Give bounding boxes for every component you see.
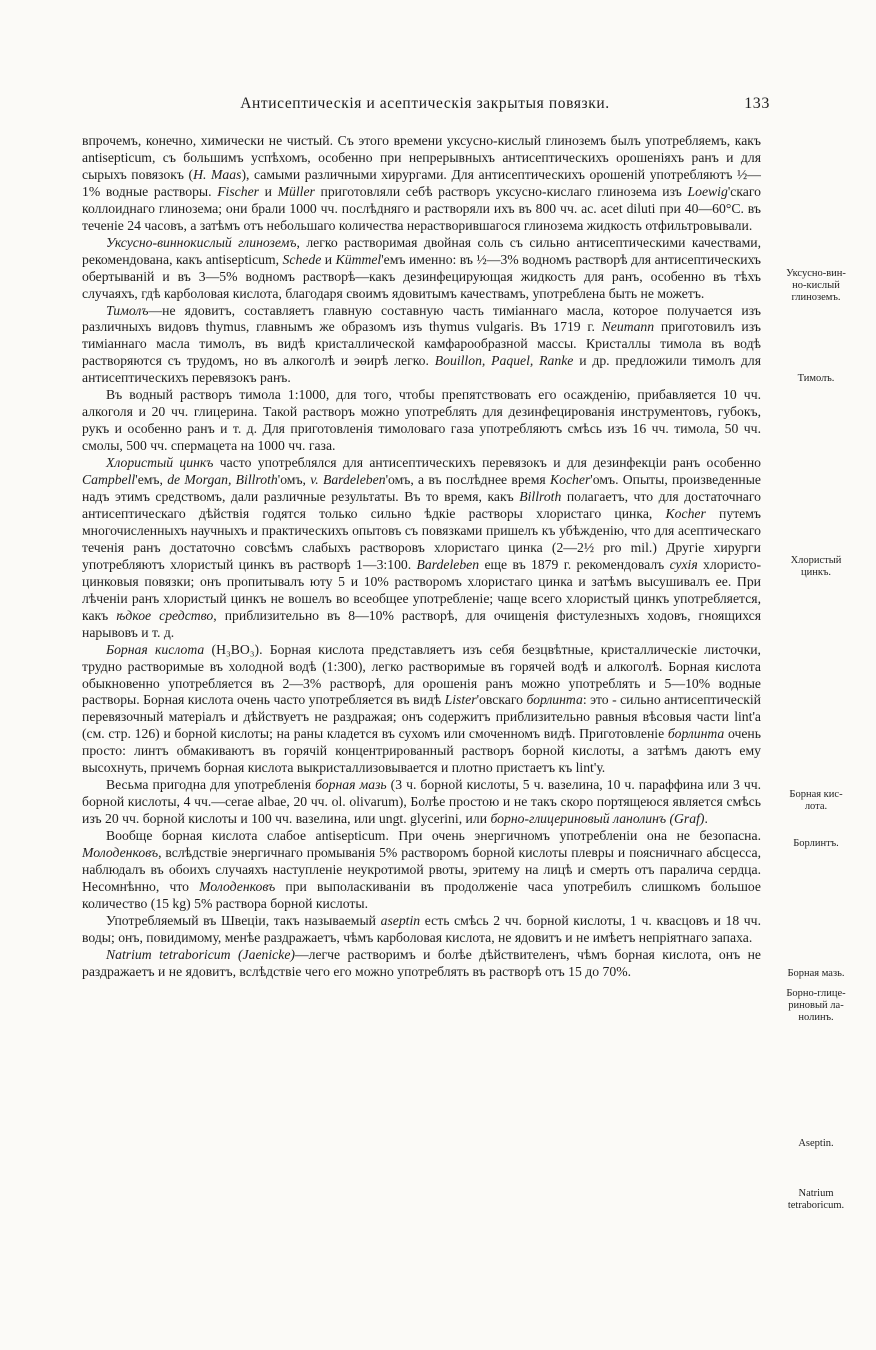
italic-text: de Morgan, Billroth [167,472,278,488]
paragraph [82,235,761,303]
italic-text: Müller [277,183,315,199]
text-run: Весьма пригодна для употребленія [106,777,316,793]
italic-text: Уксусно-виннокислый глиноземъ [106,234,297,250]
paragraph [82,828,761,913]
text-run: есть смѣсь 2 чч. борной кислоты, 1 ч. квасцовъ и 18 чч. воды; онъ, повидимому, менѣе раздражаетъ, чѣмъ карболовая кислота, не ядовитъ и не имѣетъ непріятнаго запаха. [82,912,761,945]
margin-note: Aseptin. [798,1138,834,1149]
italic-text: Campbell [82,472,136,488]
body-text [82,133,761,981]
text-run: . [704,811,708,827]
paragraph [82,387,761,455]
italic-text: Fischer [217,183,259,199]
text-run: 'скаго коллоиднаго глинозема; они брали 1000 чч. послѣдняго и растворяли ихъ въ 800 чч. ac. acet diluti при 40—60°C. въ теченіе 24 часовъ, а затѣмъ отъ небольшаго количества нерастворившагося глинозема жидкость отфильтровывали. [82,183,762,233]
text-run: приготовилъ изъ тиміаннаго масла тимолъ, въ видѣ кристаллической камфарообразной массы. Кристаллы тимола въ водѣ растворяются съ трудомъ, но въ алкоголѣ и эѳирѣ легко. [82,319,761,369]
text-run: —не ядовитъ, составляетъ главную составную часть тиміаннаго масла, которое получается изъ различныхъ видовъ thymus, главнымъ же образомъ изъ thymus vulgaris. Въ 1719 г. [82,302,761,335]
italic-text: борлинта [667,726,725,742]
paragraph [82,303,761,388]
italic-text: aseptin [380,912,421,928]
italic-text: Schede [282,251,322,267]
italic-text: сухія [669,556,698,572]
text-run: , легко растворимая двойная соль съ сильно антисептическими качествами, рекомендована, какъ antisepticum, [82,234,761,267]
text-run: и [321,251,336,267]
paragraph [82,913,761,947]
text-run: при выполаскиваніи въ продолженіе часа употребилъ слишкомъ большое количество (15 kg) 5% раствора борной кислоты. [82,878,761,911]
text-run: еще въ 1879 г. рекомендовалъ [479,556,670,572]
margin-note: Борно-глице- риновый ла- нолинъ. [786,988,846,1023]
text-run: приготовляли себѣ растворъ уксусно-кислаго глинозема изъ [314,183,688,199]
margin-note: Хлористый цинкъ. [790,555,842,578]
italic-text: Kümmel [335,251,382,267]
italic-text: Молоденковъ [82,845,159,861]
text-run: и [259,183,278,199]
italic-text: v. Bardeleben [310,472,386,488]
text-run: 'овскаго [476,692,527,708]
italic-text: Борная кислота [106,641,205,657]
page-number: 133 [744,95,770,112]
text-run: очень просто: линтъ обмакиваютъ въ горячій концентрированный растворъ борной кислоты, а затѣмъ даютъ ему высохнуть, причемъ борная кислота выкристаллизовывается и плотно пристаетъ къ lint'у. [82,726,761,776]
text-run: 'емъ именно: въ ½—3% водномъ растворѣ для антисептическихъ обертываній и въ 3—5% водномъ растворѣ—какъ дезинфецирующая жидкость для ранъ, особенно въ тѣхъ случаяхъ, гдѣ карболовая кислота, благодаря своимъ ядовитымъ качествамъ, употреблена быть не можетъ. [82,251,761,301]
margin-note: Тимолъ. [797,373,835,384]
margin-note: Борлинтъ. [793,838,839,849]
text-run: (3 ч. борной кислоты, 5 ч. вазелина, 10 ч. параффина или 3 чч. борной кислоты, 4 чч.—cerae albae, 20 чч. ol. olivarum), Болѣе простою и не такъ скоро портящеюся является смѣсь изъ 20 чч. борной кислоты и 100 чч. вазелина, или ungt. glycerini, или [82,777,762,827]
italic-text: борная мазь [315,777,387,793]
italic-text: ѣдкое средство [116,607,214,623]
text-run: хлористо-цинковыя повязки; онъ пропитывалъ юту 5 и 10% растворомъ хлористаго цинка и затѣмъ высушивалъ ее. При лѣченіи ранъ хлористый цинкъ не вошелъ во всеобщее употребленіе; чаще всего хлористый цинкъ употребляется, какъ [82,556,762,623]
paragraph [82,642,761,778]
text-run: , приблизительно въ 8—10% растворѣ, для очищенія фистулезныхъ ходовъ, гноящихся нарывовъ и т. д. [82,607,762,640]
italic-text: Loewig [687,183,728,199]
text-run: , вслѣдствіе энергичнаго промыванія 5% растворомъ борной кислоты плевры и поясничнаго абсцесса, наблюдалъ въ обоихъ случаяхъ наступленіе неукротимой рвоты, эритему на лицѣ и смерть отъ паралича сердца. Несомнѣнно, что [82,845,761,894]
italic-text: Bouillon, Paquel, Ranke [434,353,574,369]
margin-note: Борная кис- лота. [789,789,843,812]
italic-text: Kocher [549,472,591,488]
text-run: впрочемъ, конечно, химически не чистый. Съ этого времени уксусно-кислый глиноземъ былъ употребляемъ, какъ antisepticum, съ большимъ успѣхомъ, особенно при непрерывныхъ антисептическихъ орошеніяхъ ранъ и для сырыхъ повязокъ ( [82,133,761,182]
paragraph [82,947,761,981]
italic-text: Natrium tetraboricum (Jaenicke) [106,946,295,962]
text-run: ), самыми различными хирургами. Для антисептическихъ орошеній употребляютъ ½—1% водные растворы. [82,166,761,199]
text-run: путемъ многочисленныхъ научныхъ и практическихъ опытовъ съ повязками пришелъ къ убѣжденію, что для асептическаго теченія ранъ достаточно совсѣмъ слабыхъ растворовъ хлористаго цинка (2—2½ pro mil.) Другіе хирурги употребляютъ хлористый цинкъ въ растворѣ 1—3:100. [82,505,762,572]
text-run: часто употреблялся для антисептическихъ перевязокъ и для дезинфекціи ранъ особенно [213,455,761,471]
italic-text: Billroth [519,489,562,505]
italic-text: Хлористый цинкъ [106,455,214,471]
text-run: Употребляемый въ Швеціи, такъ называемый [106,912,381,928]
paragraph [82,455,761,641]
margin-note: Уксусно-вин- но-кислый глиноземъ. [786,268,846,303]
text-run: 'омъ. Опыты, произведенные надъ этимъ средствомъ, дали различные результаты. Въ то время, какъ [82,472,761,505]
text-run: —легче растворимъ и болѣе дѣйствителенъ, чѣмъ борная кислота, онъ не раздражаетъ и не ядовитъ, вслѣдствіе чего его можно употреблять въ растворѣ отъ 15 до 70%. [82,946,761,979]
text-run: полагаетъ, что для достаточнаго антисептическаго дѣйствія годятся только сильно ѣдкіе растворы хлористаго цинка, [82,489,761,521]
header-title: Антисептическія и асептическія закрытыя повязки. [240,95,610,112]
margin-note: Natrium tetraboricum. [787,1188,845,1211]
text-run: Въ водный растворъ тимола 1:1000, для того, чтобы препятствовать его осажденію, прибавляется 10 чч. алкоголя и 20 чч. глицерина. Такой растворъ можно употреблять для дезинфецированія инструментовъ, губокъ, рукъ и особенно ранъ и т. д. Для приготовленія тимоловаго газа употребляютъ смѣсь изъ 16 чч. тимола, 50 чч. смолы, 500 чч. спермацета на 1000 чч. газа. [82,387,761,454]
text-run: (H₃BO₃). Борная кислота представляетъ изъ себя безцвѣтные, кристаллическіе листочки, трудно растворимые въ холодной водѣ (1:300), легко растворимые въ горячей водѣ и алкоголѣ. Борная кислота обыкновенно употребляется въ 2—3% растворѣ, для орошенія ранъ можно употреблять и 5—10% водные растворы. Борная кислота очень часто употребляется въ видѣ [82,641,761,708]
italic-text: Bardeleben [416,556,480,572]
italic-text: Молоденковъ [199,878,276,894]
paragraph [82,133,761,235]
text-run: : это - сильно антисептическій перевязочный матеріалъ и дѣйствуетъ не раздражая; онъ содержитъ приблизительно равныя вѣсовыя части lint'a (см. стр. 126) и борной кислоты; на раны кладется въ сухомъ или смоченномъ видѣ. Приготовленіе [82,692,761,742]
italic-text: Neumann [601,319,655,335]
margin-note: Борная мазь. [787,968,845,979]
running-header [82,95,768,119]
italic-text: Kocher [665,505,706,521]
italic-text: Lister [444,692,477,708]
text-run: Вообще борная кислота слабое antisepticum. При очень энергичномъ употребленіи она не безопасна. [106,828,761,844]
italic-text: H. Maas [193,166,242,182]
text-run: 'омъ, [277,472,311,488]
italic-text: Тимолъ [106,302,149,318]
italic-text: борно-глицериновый ланолинъ (Graf) [490,811,705,827]
text-run: и др. предложили тимолъ для антисептическихъ перевязокъ ранъ. [82,353,761,386]
text-run: 'емъ, [135,472,168,488]
italic-text: борлинта [526,692,583,708]
paragraph [82,777,761,828]
text-run: 'омъ, а въ послѣднее время [385,472,550,488]
